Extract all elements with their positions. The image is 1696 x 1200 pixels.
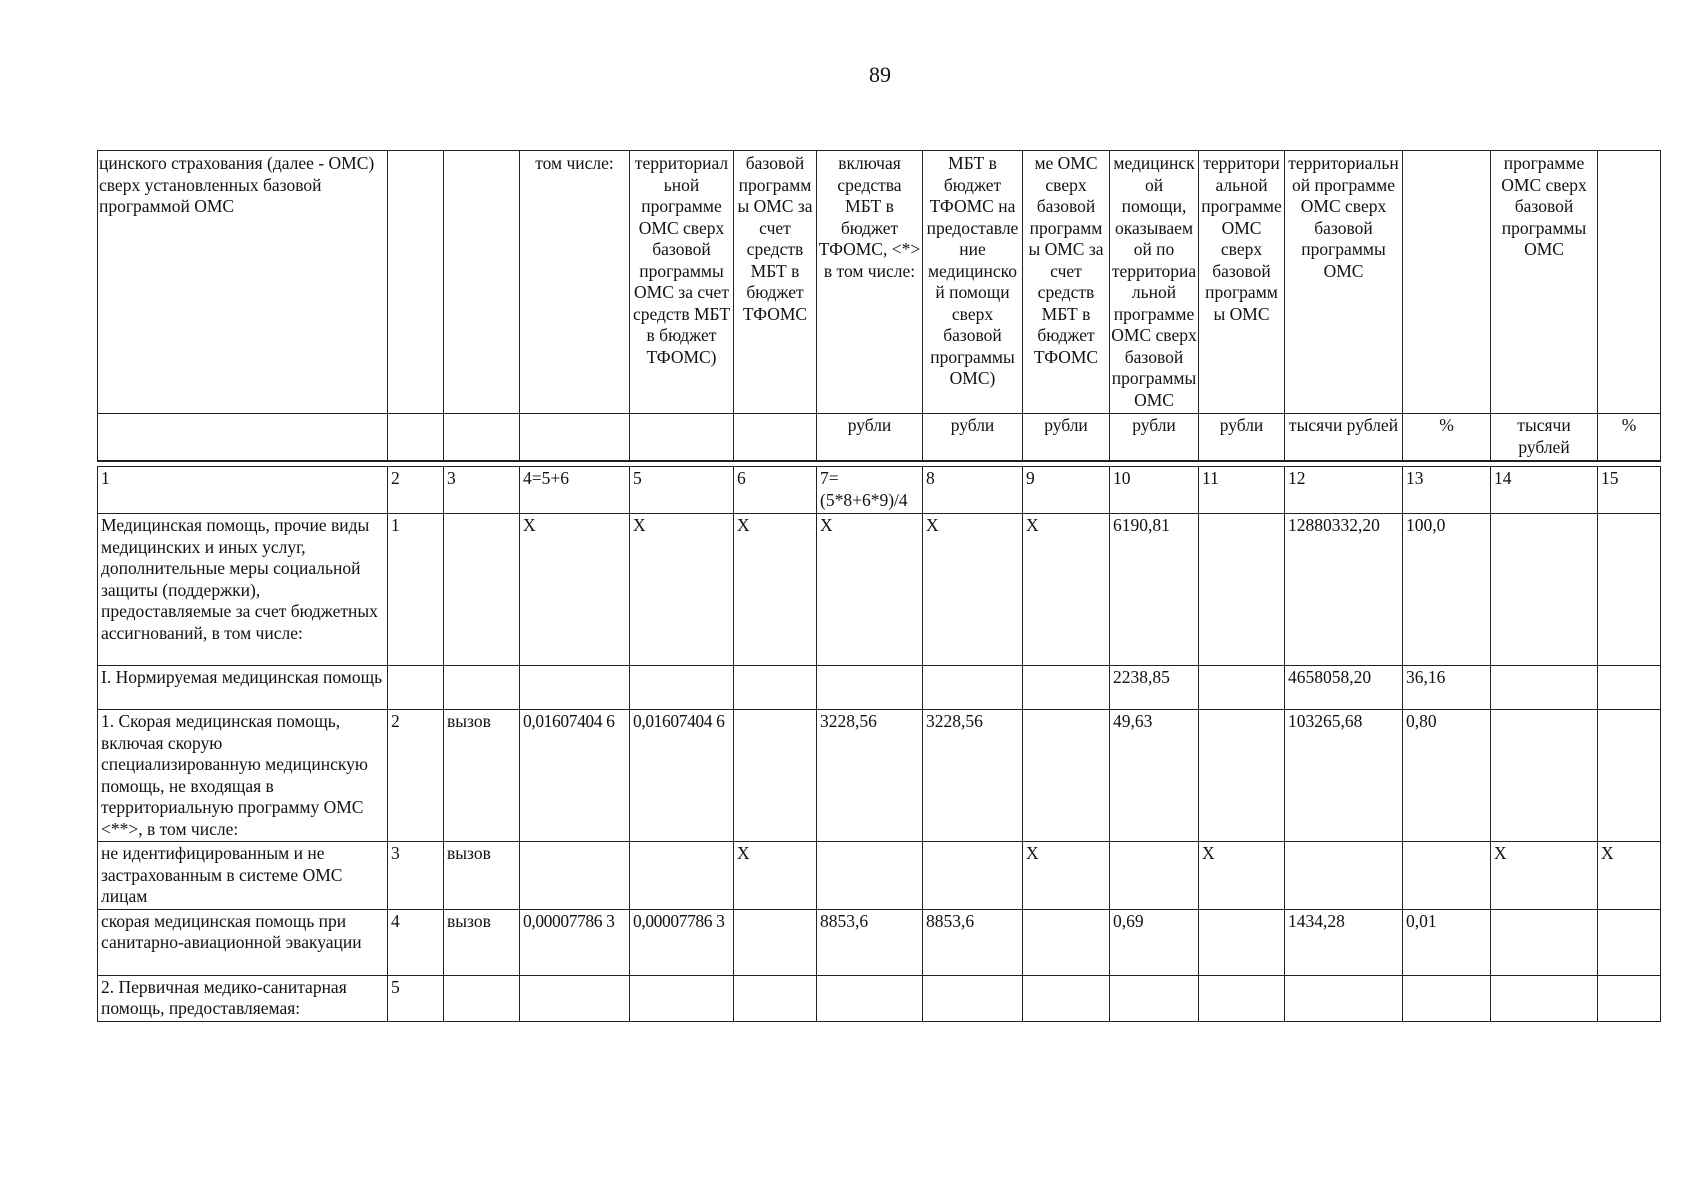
table-cell xyxy=(817,666,923,710)
table-cell: X xyxy=(1491,842,1598,910)
table-cell xyxy=(1110,842,1199,910)
table-cell: X xyxy=(817,514,923,666)
unit-cell: % xyxy=(1598,414,1661,462)
table-cell xyxy=(1491,514,1598,666)
table-cell xyxy=(630,666,734,710)
page-number: 89 xyxy=(869,62,891,87)
column-number: 11 xyxy=(1199,467,1285,514)
table-cell: 4658058,20 xyxy=(1285,666,1403,710)
table-cell xyxy=(1598,710,1661,842)
table-cell xyxy=(1491,909,1598,975)
table-cell xyxy=(444,666,520,710)
table-cell: X xyxy=(1598,842,1661,910)
column-number: 4=5+6 xyxy=(520,467,630,514)
table-cell xyxy=(630,975,734,1021)
table-cell xyxy=(520,975,630,1021)
table-row xyxy=(98,514,1661,666)
table-cell xyxy=(1199,710,1285,842)
header-cell-3 xyxy=(444,151,520,414)
table-row xyxy=(98,909,1661,975)
table-cell xyxy=(734,666,817,710)
header-cell-7: включая средства МБТ в бюджет ТФОМС, <*> в том числе: xyxy=(817,151,923,414)
table-cell xyxy=(734,975,817,1021)
table-cell xyxy=(1199,514,1285,666)
table-cell xyxy=(444,514,520,666)
unit-cell: рубли xyxy=(1110,414,1199,462)
table-cell xyxy=(388,666,444,710)
row-label: 2. Первичная медико-санитарная помощь, предоставляемая: xyxy=(98,975,388,1021)
table-cell: 103265,68 xyxy=(1285,710,1403,842)
header-cell-12: территориальной программе ОМС сверх базовой программы ОМС xyxy=(1285,151,1403,414)
table-cell xyxy=(1110,975,1199,1021)
table-cell xyxy=(1023,909,1110,975)
table-cell: X xyxy=(630,514,734,666)
unit-cell: рубли xyxy=(817,414,923,462)
table-cell: 6190,81 xyxy=(1110,514,1199,666)
row-label: Медицинская помощь, прочие виды медицинских и иных услуг, дополнительные меры социальной защиты (поддержки), предоставляемые за счет бюджетных ассигнований, в том числе: xyxy=(98,514,388,666)
header-cell-2 xyxy=(388,151,444,414)
table-cell: 2238,85 xyxy=(1110,666,1199,710)
column-number: 8 xyxy=(923,467,1023,514)
table-cell xyxy=(1598,666,1661,710)
table-cell: X xyxy=(1199,842,1285,910)
table-cell xyxy=(444,975,520,1021)
column-number: 12 xyxy=(1285,467,1403,514)
table-cell: X xyxy=(734,514,817,666)
column-number: 6 xyxy=(734,467,817,514)
unit-cell xyxy=(98,414,388,462)
unit-cell: рубли xyxy=(1023,414,1110,462)
column-number: 9 xyxy=(1023,467,1110,514)
table-cell: 0,00007786 3 xyxy=(630,909,734,975)
table-cell: 0,01607404 6 xyxy=(630,710,734,842)
table-cell: 2 xyxy=(388,710,444,842)
table-cell: 1 xyxy=(388,514,444,666)
unit-cell: рубли xyxy=(923,414,1023,462)
header-cell-9: ме ОМС сверх базовой программы ОМС за счет средств МБТ в бюджет ТФОМС xyxy=(1023,151,1110,414)
header-cell-1: цинского страхования (далее - ОМС) сверх установленных базовой программой ОМС xyxy=(98,151,388,414)
table-cell xyxy=(1023,975,1110,1021)
table-cell xyxy=(630,842,734,910)
table-row xyxy=(98,975,1661,1021)
row-label: I. Нормируемая медицинская помощь xyxy=(98,666,388,710)
table-cell xyxy=(1199,975,1285,1021)
table-cell xyxy=(1023,666,1110,710)
table-cell: 12880332,20 xyxy=(1285,514,1403,666)
table-cell: вызов xyxy=(444,842,520,910)
table-cell: 0,69 xyxy=(1110,909,1199,975)
column-number: 14 xyxy=(1491,467,1598,514)
table-cell: вызов xyxy=(444,909,520,975)
header-row xyxy=(98,151,1661,414)
unit-cell: тысячи рублей xyxy=(1491,414,1598,462)
table-cell xyxy=(734,710,817,842)
unit-cell xyxy=(630,414,734,462)
header-cell-8: МБТ в бюджет ТФОМС на предоставление медицинской помощи сверх базовой программы ОМС) xyxy=(923,151,1023,414)
table-cell: 4 xyxy=(388,909,444,975)
table-cell: X xyxy=(923,514,1023,666)
table-cell: 0,01607404 6 xyxy=(520,710,630,842)
unit-cell xyxy=(444,414,520,462)
table-cell: 5 xyxy=(388,975,444,1021)
unit-cell xyxy=(520,414,630,462)
table-cell: 8853,6 xyxy=(923,909,1023,975)
row-label: 1. Скорая медицинская помощь, включая скорую специализированную медицинскую помощь, не входящая в территориальную программу ОМС <**>, в том числе: xyxy=(98,710,388,842)
table-cell xyxy=(923,842,1023,910)
table-cell: 3228,56 xyxy=(923,710,1023,842)
row-label: не идентифицированным и не застрахованным в системе ОМС лицам xyxy=(98,842,388,910)
table-cell: 100,0 xyxy=(1403,514,1491,666)
table-cell xyxy=(1403,975,1491,1021)
table-cell xyxy=(1403,842,1491,910)
table-cell: X xyxy=(520,514,630,666)
table-cell: 1434,28 xyxy=(1285,909,1403,975)
table-cell xyxy=(520,842,630,910)
table-cell xyxy=(1598,909,1661,975)
table-row xyxy=(98,666,1661,710)
table-cell xyxy=(1491,666,1598,710)
column-number: 5 xyxy=(630,467,734,514)
table-cell xyxy=(817,975,923,1021)
table-cell: вызов xyxy=(444,710,520,842)
budget-table xyxy=(97,150,1661,1022)
table-cell xyxy=(1285,842,1403,910)
table-cell: 0,01 xyxy=(1403,909,1491,975)
table-cell: X xyxy=(1023,514,1110,666)
row-label: скорая медицинская помощь при санитарно-авиационной эвакуации xyxy=(98,909,388,975)
unit-cell xyxy=(734,414,817,462)
budget-table-container xyxy=(97,150,1660,1022)
table-cell xyxy=(1199,666,1285,710)
table-cell xyxy=(1598,975,1661,1021)
header-cell-14: программе ОМС сверх базовой программы ОМС xyxy=(1491,151,1598,414)
unit-cell: рубли xyxy=(1199,414,1285,462)
table-cell: 0,00007786 3 xyxy=(520,909,630,975)
column-number: 2 xyxy=(388,467,444,514)
table-cell xyxy=(734,909,817,975)
header-cell-4: том числе: xyxy=(520,151,630,414)
table-cell xyxy=(1491,710,1598,842)
header-cell-5: территориальной программе ОМС сверх базовой программы ОМС за счет средств МБТ в бюджет ТФОМС) xyxy=(630,151,734,414)
table-cell: X xyxy=(734,842,817,910)
unit-cell xyxy=(388,414,444,462)
header-cell-15 xyxy=(1598,151,1661,414)
column-number: 1 xyxy=(98,467,388,514)
header-cell-13 xyxy=(1403,151,1491,414)
table-cell: X xyxy=(1023,842,1110,910)
header-cell-11: территориальной программе ОМС сверх базовой программы ОМС xyxy=(1199,151,1285,414)
table-cell: 3 xyxy=(388,842,444,910)
header-cell-6: базовой программы ОМС за счет средств МБТ в бюджет ТФОМС xyxy=(734,151,817,414)
unit-cell: % xyxy=(1403,414,1491,462)
column-numbers-row xyxy=(98,467,1661,514)
table-row xyxy=(98,842,1661,910)
table-cell xyxy=(817,842,923,910)
table-cell xyxy=(923,666,1023,710)
table-cell: 49,63 xyxy=(1110,710,1199,842)
table-cell xyxy=(520,666,630,710)
table-cell xyxy=(1023,710,1110,842)
table-cell: 36,16 xyxy=(1403,666,1491,710)
table-cell xyxy=(1285,975,1403,1021)
units-row xyxy=(98,414,1661,462)
table-cell: 8853,6 xyxy=(817,909,923,975)
column-number: 15 xyxy=(1598,467,1661,514)
table-cell xyxy=(923,975,1023,1021)
column-number: 10 xyxy=(1110,467,1199,514)
header-cell-10: медицинской помощи, оказываемой по территориальной программе ОМС сверх базовой программы ОМС xyxy=(1110,151,1199,414)
table-cell: 3228,56 xyxy=(817,710,923,842)
unit-cell: тысячи рублей xyxy=(1285,414,1403,462)
table-row xyxy=(98,710,1661,842)
column-number: 3 xyxy=(444,467,520,514)
table-cell xyxy=(1199,909,1285,975)
table-cell xyxy=(1491,975,1598,1021)
table-cell xyxy=(1598,514,1661,666)
table-cell: 0,80 xyxy=(1403,710,1491,842)
column-number: 7=(5*8+6*9)/4 xyxy=(817,467,923,514)
column-number: 13 xyxy=(1403,467,1491,514)
